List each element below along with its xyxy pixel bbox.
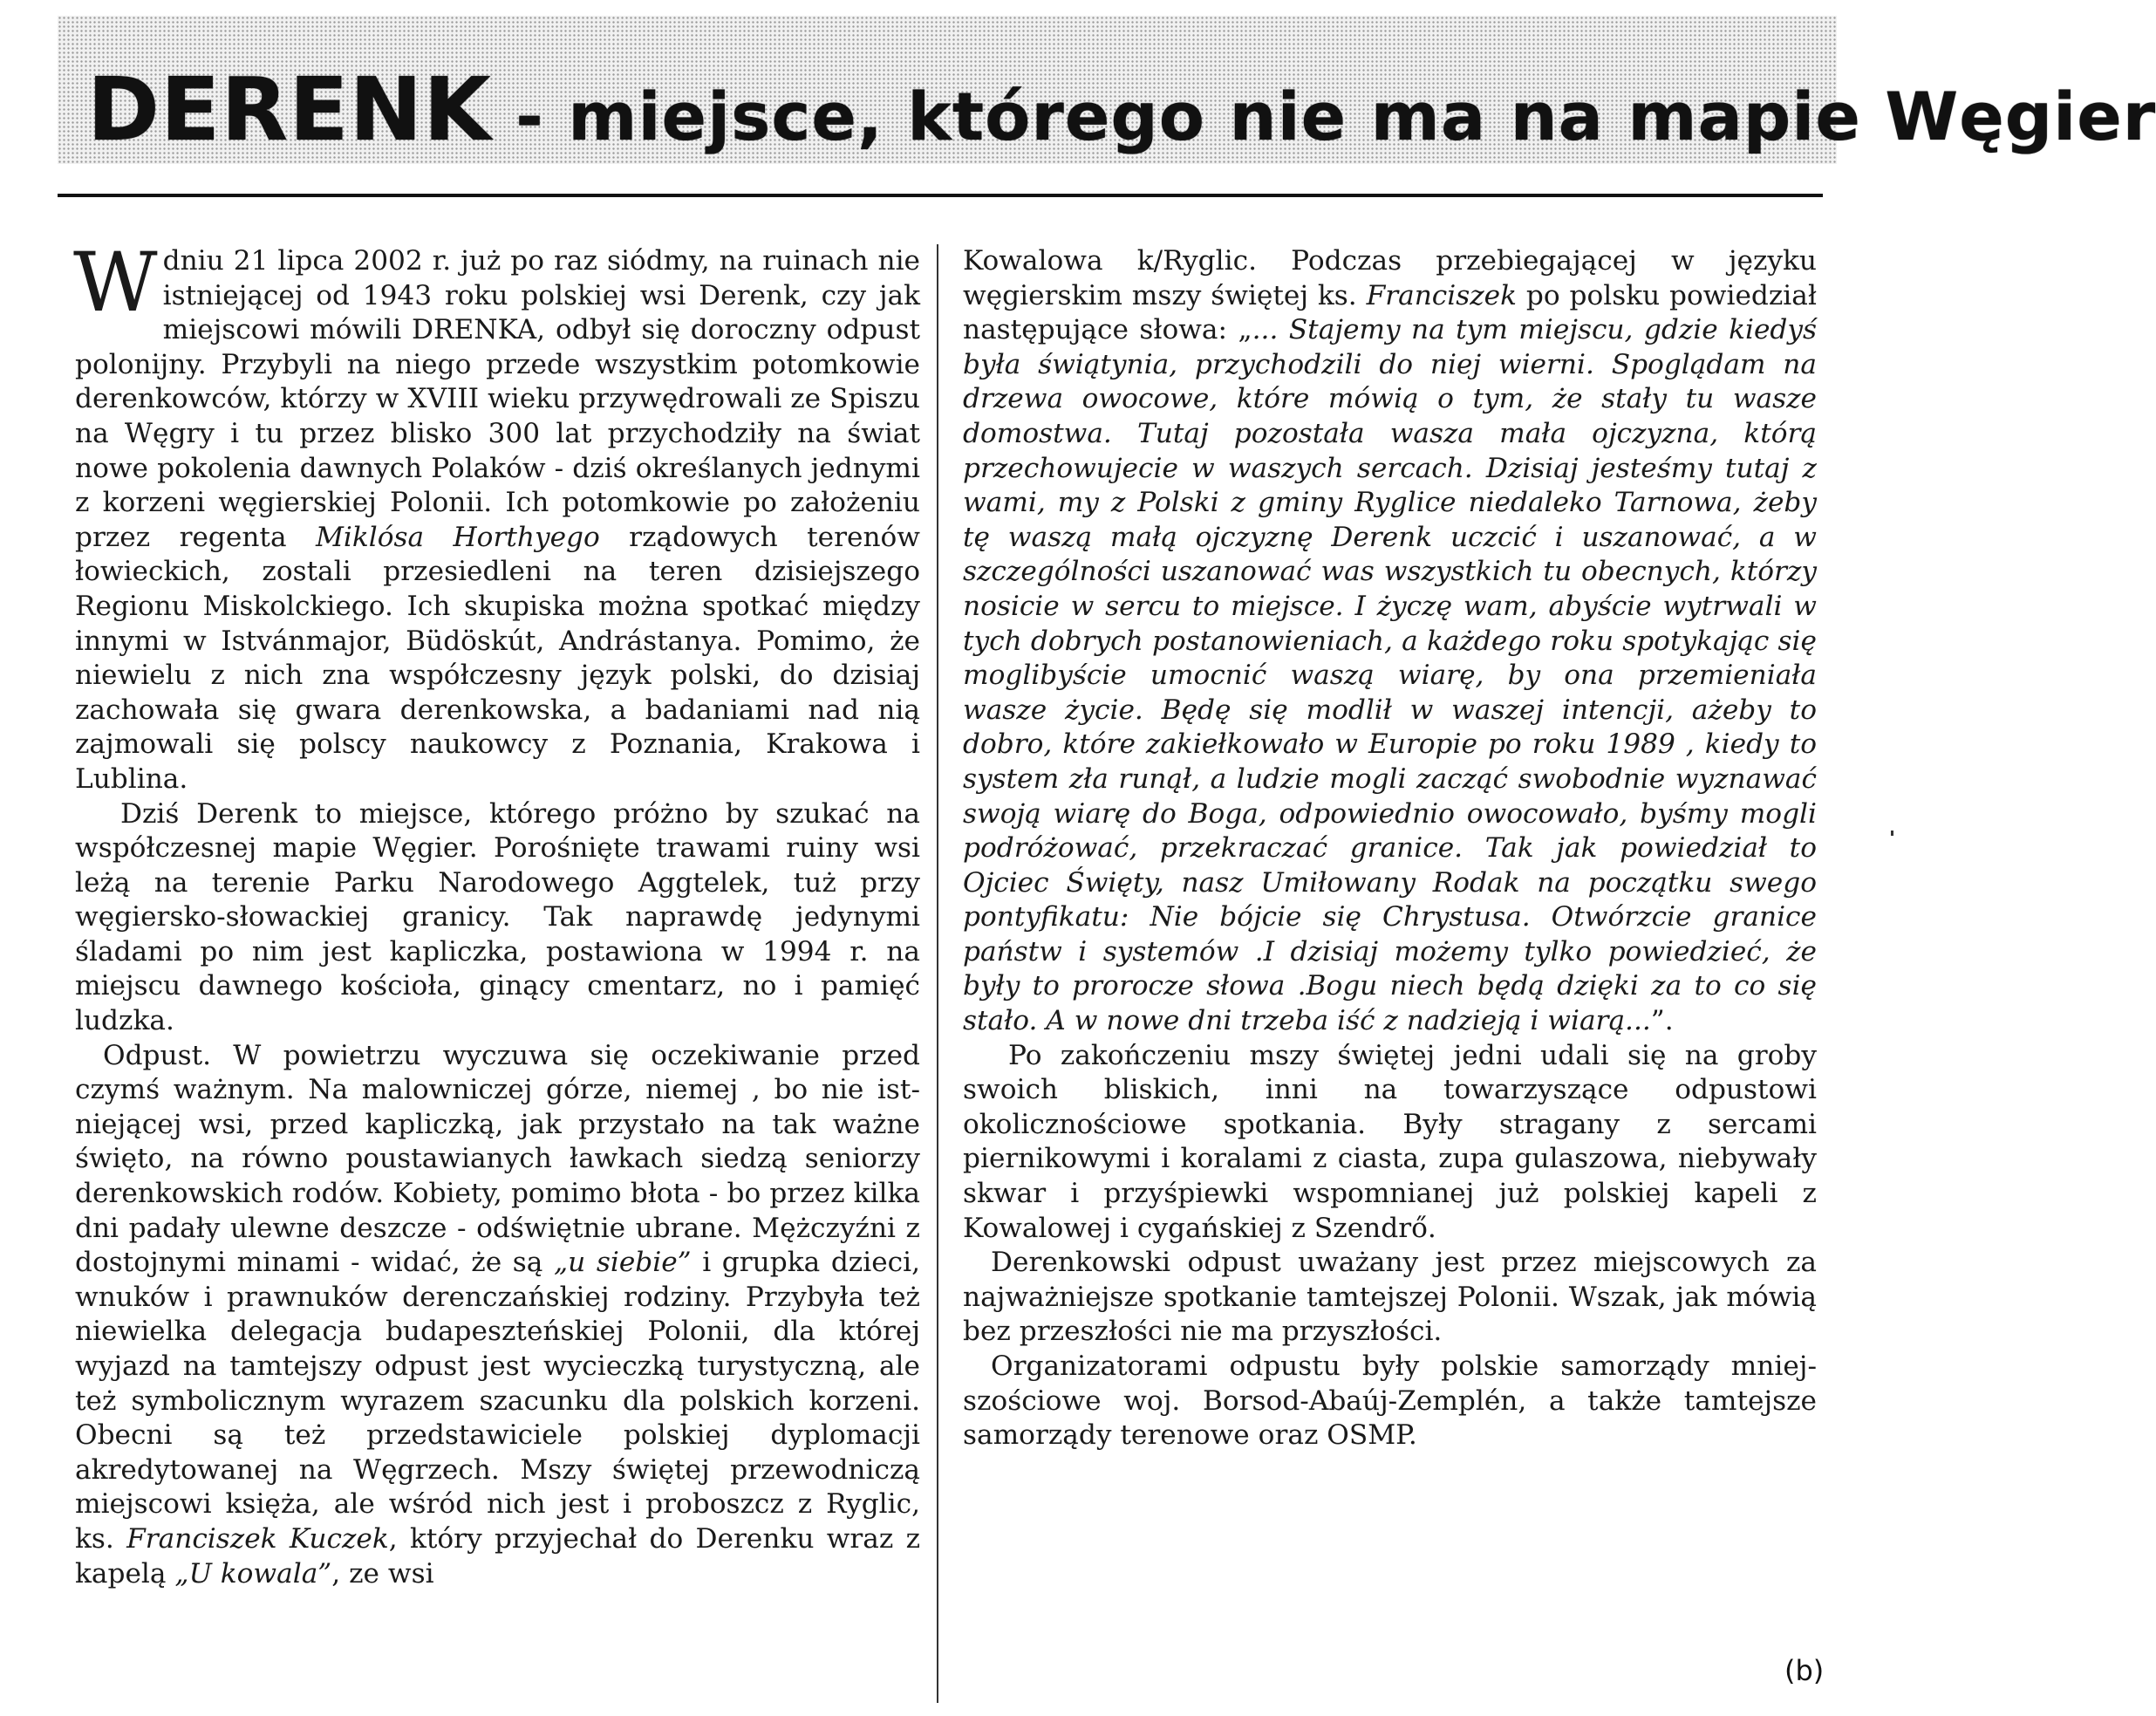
- author-signature: (b): [1784, 1654, 1825, 1687]
- paragraph-1: [73, 236, 920, 797]
- p3-text-d: , ze wsi: [331, 1557, 434, 1590]
- r1-text-c: ”.: [1650, 1005, 1674, 1037]
- title-subtitle: miejsce, którego nie ma na mapie Węgier: [568, 78, 2156, 155]
- title-separator: -: [515, 78, 544, 155]
- title-rule: [58, 194, 1823, 197]
- paragraph-2: Dziś Derenk to miejsce, którego próżno by szukać na współczesnej mapie Węgier. Porośnięte trawami ruiny wsi leżą na terenie Parku Narodowego Aggtelek, tuż przy węgiersko-słowackiej granicy. Tak naprawdę jedynymi śladami po nim jest kapliczka, postawiona w 1994 r. na miejscu dawnego kościoła, ginący cmentarz, no i pamięć ludzka.: [75, 797, 920, 1037]
- drop-cap: W: [73, 236, 158, 331]
- title-main: DERENK: [87, 58, 492, 161]
- p3-text-a: Odpust. W powietrzu wyczuwa się oczekiwanie przed czymś ważnym. Na malowniczej górze, niemej , bo nie istniejącej wsi, przed kapliczką, jak przystało na tak ważne święto, na równo poustawianych ławkach siedzą seniorzy derenkowskich rodów. Kobiety, pomimo błota - bo przez kilka dni padały ulewne deszcze - odświętnie ubrane. Mężczyźni z dostojnymi minami - widać, że są: [75, 1039, 920, 1279]
- article-title: [87, 58, 2156, 161]
- paragraph-4: [963, 244, 1817, 1039]
- r1-italic-speech: ... Stajemy na tym miejscu, gdzie kiedyś była świątynia, przychodzili do niej wierni. Spoglądam na drzewa owocowe, które mówią o tym, że stały tu wasze domostwa. Tutaj pozostała wasza mała ojczyzna, którą przechowujecie w waszych sercach. Dzisiaj jesteśmy tutaj z wami, my z Polski z gminy Ryglice niedaleko Tarnowa, żeby tę waszą małą ojczyznę Derenk uczcić i uszanować, a w szczególności uszanować was wszystkich tu obecnych, którzy nosicie w sercu to miejsce. I życzę wam, abyście wytrwali w tych dobrych postanowieniach, a każdego roku spotykając się moglibyście umocnić waszą wiarę, by ona przemieniała wasze życie. Będę się modlił w waszej intencji, ażeby to dobro, które zakiełkowało w Europie po roku 1989 , kiedy to system zła runął, a ludzie mogli zacząć swobodnie wyznawać swoją wiarę do Boga, odpowiednio owocowało, byśmy mogli podróżować, przekraczać granice. Tak jak powiedział to Ojciec Święty, nasz Umiłowany Rodak na początku swego pontyfikatu: Nie bójcie się Chrystusa. Otwórzcie granice państw i systemów .I dzisiaj możemy tylko powiedzieć, że były to prorocze słowa .Bogu niech będą dzięki za to co się stało. A w nowe dni trzeba iść z nadzieją i wiarą...: [963, 314, 1818, 1037]
- paragraph-5: Po zakończeniu mszy świętej jedni udali się na groby swoich bliskich, inni na towarzyszące odpustowi okolicznościowe spotkania. Były stragany z sercami piernikowymi i koralami z ciasta, zupa gulaszowa, niebywały skwar i przyśpiewki wspomnianej już polskiej kapeli z Kowalowej i cygańskiej z Szendrő.: [963, 1039, 1817, 1244]
- p1-text-b: rządowych terenów łowieckich, zostali przesiedleni na teren dzisiejszego Regionu Miskolckiego. Ich skupiska można spotkać między innymi w Istvánmajor, Büdöskút, Andrástanya. Pomimo, że niewielu z nich zna współczesny język polski, do dzisiaj zachowała się gwara derenkowska, a badaniami nad nią zajmowali się polscy naukowcy z Poznania, Krakowa i Lublina.: [75, 521, 920, 795]
- p3-text-b: i grupka dzieci, wnuków i prawnuków derenczańskiej rodziny. Przybyła też niewielka delegacja budapeszteńskiej Polonii, dla której wyjazd na tamtejszy odpust jest wycieczką turystyczną, ale też symbolicznym wyrazem szacunku dla polskich korzeni. Obecni są też przedstawiciele polskiej dyplomacji akredytowanej na Węgrzech. Mszy świętej przewodniczą miejscowi księża, ale wśród nich jest i proboszcz z Ryglic, ks.: [75, 1247, 920, 1555]
- p3-italic-band: „U kowala”: [174, 1557, 332, 1590]
- p3-text-c: , który przyjechał do Derenku wraz z kapelą: [75, 1522, 921, 1590]
- p3-italic-name: Franciszek Kuczek: [126, 1522, 389, 1555]
- column-divider: [937, 244, 938, 1703]
- p3-italic-quote: „u siebie”: [554, 1247, 692, 1279]
- right-column: [963, 244, 1817, 1453]
- scan-mark: [1891, 831, 1893, 836]
- left-column: [73, 236, 921, 1591]
- r1-text-b: po polsku powiedział następujące słowa: „: [963, 279, 1817, 346]
- r1-italic-name: Franciszek: [1366, 279, 1518, 311]
- p1-italic-name: Miklósa Horthyego: [315, 521, 600, 553]
- paragraph-6: Derenkowski odpust uważany jest przez miejscowych za najważniejsze spotkanie tamtejszej Polonii. Wszak, jak mówią bez przeszłości nie ma przyszłości.: [963, 1247, 1817, 1348]
- p1-text-a: dniu 21 lipca 2002 r. już po raz siódmy, na ruinach nie istniejącej od 1943 roku polskiej wsi Derenk, czy jak miejscowi mówili DRENKA, odbył się doroczny odpust polonijny. Przybyli na niego przede wszystkim potomkowie derenkowców, którzy w XVIII wieku przywędrowali ze Spiszu na Węgry i tu przez blisko 300 lat przychodziły na świat nowe pokolenia dawnych Polaków - dziś określanych jednymi z korzeni węgierskiej Polonii. Ich potomkowie po założeniu przez regenta: [75, 245, 920, 553]
- paragraph-3: [75, 1039, 920, 1592]
- r1-text-a: Kowalowa k/Ryglic. Podczas przebiegającej w języku węgierskim mszy świętej ks.: [963, 245, 1817, 311]
- paragraph-7: Organizatorami odpustu były polskie samorządy mniejszościowe woj. Borsod-Abaúj-Zemplén, a także tamtejsze samorządy terenowe oraz OSMP.: [963, 1350, 1817, 1452]
